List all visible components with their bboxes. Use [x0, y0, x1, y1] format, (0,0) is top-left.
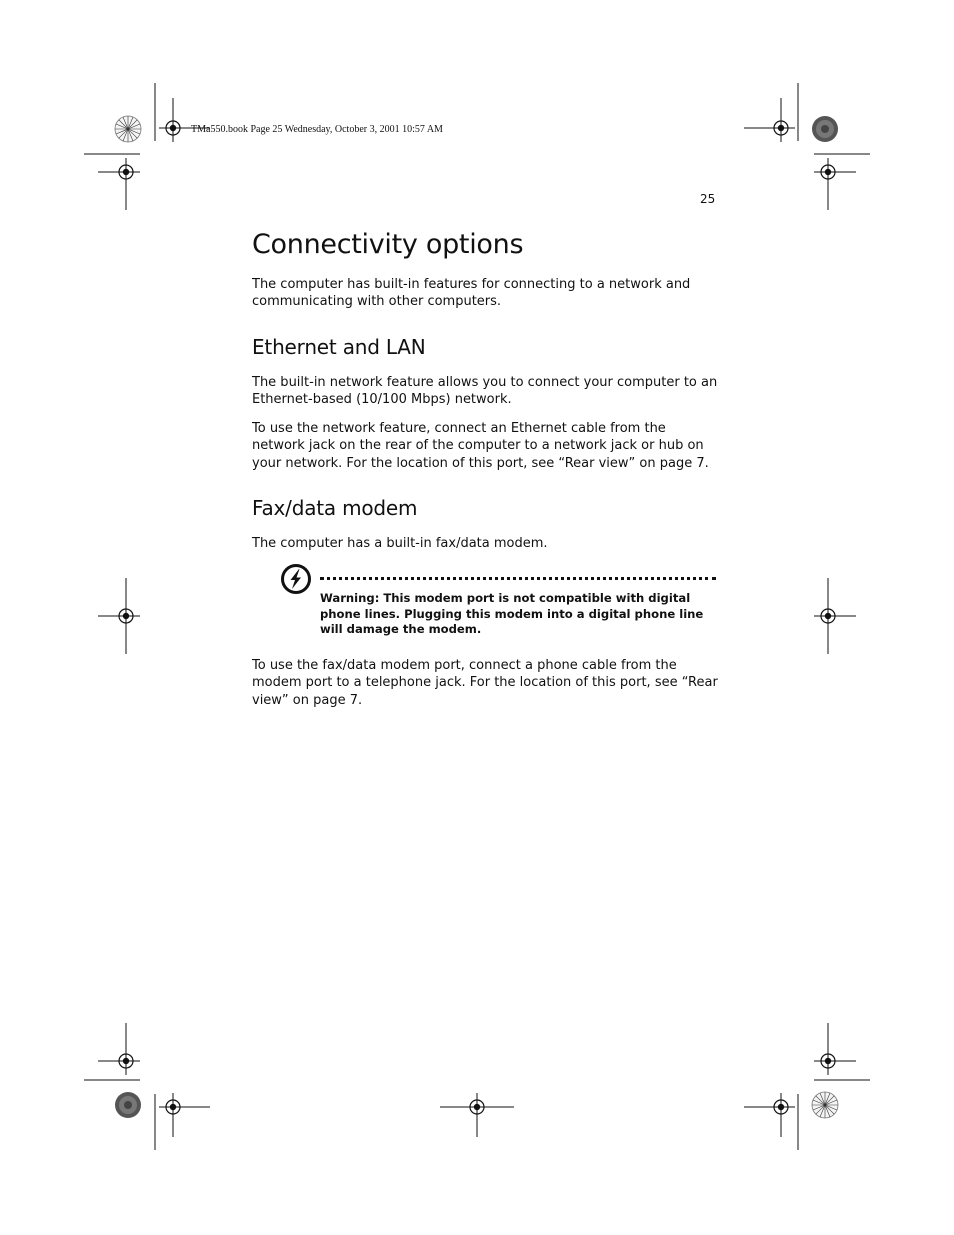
registration-mark-icon	[112, 158, 140, 186]
modem-paragraph-2: To use the fax/data modem port, connect a phone cable from the modem port to a telephone jack. For the location of this port, see “Rear view” on page 7.	[252, 658, 718, 708]
color-target-icon	[812, 1092, 838, 1118]
book-slug: TMa550.book Page 25 Wednesday, October 3, 2001 10:57 AM	[191, 124, 443, 135]
registration-mark-icon	[814, 1047, 842, 1075]
intro-paragraph: The computer has built-in features for connecting to a network and communicating with other computers.	[252, 277, 691, 310]
color-target-icon	[115, 1092, 141, 1118]
color-target-icon	[115, 116, 141, 142]
registration-mark-icon	[767, 114, 795, 142]
page-title: Connectivity options	[252, 229, 524, 260]
warning-lightning-icon	[280, 563, 312, 595]
registration-mark-icon	[463, 1093, 491, 1121]
registration-mark-icon	[159, 114, 187, 142]
ethernet-paragraph-2: To use the network feature, connect an Ethernet cable from the network jack on the rear of the computer to a network jack or hub on your network. For the location of this port, see “Rear view” on page 7.	[252, 421, 709, 471]
registration-mark-icon	[112, 602, 140, 630]
registration-mark-icon	[767, 1093, 795, 1121]
registration-mark-icon	[814, 602, 842, 630]
section-heading-modem: Fax/data modem	[252, 496, 418, 520]
section-heading-ethernet: Ethernet and LAN	[252, 335, 426, 359]
color-target-icon	[812, 116, 838, 142]
ethernet-paragraph-1: The built-in network feature allows you to connect your computer to an Ethernet-based (10/100 Mbps) network.	[252, 375, 718, 408]
warning-divider	[320, 577, 716, 580]
registration-mark-icon	[814, 158, 842, 186]
modem-paragraph-1: The computer has a built-in fax/data modem.	[252, 536, 548, 551]
registration-mark-icon	[159, 1093, 187, 1121]
warning-text: Warning: This modem port is not compatible with digital phone lines. Plugging this modem into a digital phone line will damage the modem.	[320, 591, 704, 636]
page-number: 25	[700, 192, 716, 206]
registration-mark-icon	[112, 1047, 140, 1075]
